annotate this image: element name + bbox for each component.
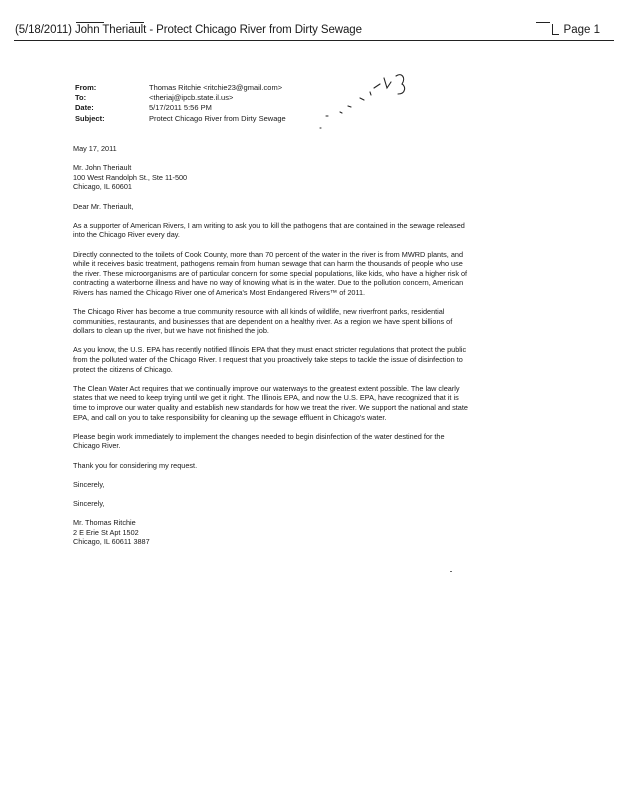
subject-row [75,114,286,124]
date-row [75,103,286,113]
recipient-name: Mr. John Theriault [73,163,132,173]
sender-street: 2 E Erie St Apt 1502 [73,527,139,537]
body-paragraph: Directly connected to the toilets of Cook County, more than 70 percent of the water in the river is from MWRD plants, and while it receives basic treatment, pathogens remain from human sewage that can harm the thousands of people who use the river. These microorganisms are of particular concern for some special populations, like kids, who have a higher risk of contracting a waterborne illness and have no way of knowing what is in the water. Due to the pollution concern, American Rivers has named the Chicago River one of America's Most Endangered Rivers™ of 2011. [73,249,468,297]
page-corner-mark [552,24,559,35]
sender-city: Chicago, IL 60611 3887 [73,537,150,547]
email-metadata [75,83,286,124]
to-label: To: [75,93,87,103]
body-paragraph: Thank you for considering my request. [73,460,198,470]
body-paragraph: Please begin work immediately to implement the changes needed to begin disinfection of the water destined for the Chicago River. [73,431,445,451]
date-value: 5/17/2011 5:56 PM [149,103,212,113]
subject-label: Subject: [75,113,105,123]
recipient-address [73,163,473,192]
document-header [8,22,608,40]
closing: Sincerely, [73,479,105,489]
to-row [75,93,286,103]
subject-value: Protect Chicago River from Dirty Sewage [149,113,286,123]
sender-address [73,518,473,547]
from-row [75,83,286,93]
handwritten-annotation [312,72,422,142]
letter-date: May 17, 2011 [73,144,117,153]
header-dash [130,22,144,23]
date-label: Date: [75,103,94,113]
header-dash [536,22,550,23]
recipient-street: 100 West Randolph St., Ste 11-500 [73,172,188,182]
scan-speck [450,571,452,572]
body-paragraph: The Clean Water Act requires that we continually improve our waterways to the greatest extent possible. The law clearly states that we need to keep trying until we get it right. The Illinois EPA, and now the U.S. EPA, have recognized that it is time to improve our water quality and establish new standards for how we treat the river. We support the national and state EPA, and call on you to take responsibility for cleaning up the sewage effluent in Chicago's water. [73,383,468,422]
header-dash [76,22,104,23]
from-value: Thomas Ritchie <ritchie23@gmail.com> [149,83,283,92]
body-paragraph: As a supporter of American Rivers, I am writing to ask you to kill the pathogens that are contained in the sewage released into the Chicago River every day. [73,220,465,240]
letter-body [73,144,473,547]
closing: Sincerely, [73,498,105,508]
sender-name: Mr. Thomas Ritchie [73,518,136,528]
header-rule [14,40,614,41]
recipient-city: Chicago, IL 60601 [73,182,132,192]
page-number: Page 1 [563,24,600,36]
salutation: Dear Mr. Theriault, [73,201,134,211]
from-label: From: [75,83,97,92]
body-paragraph: As you know, the U.S. EPA has recently notified Illinois EPA that they must enact stricter regulations that protect the public from the polluted water of the Chicago River. I request that you proactively take steps to tackle the issue of disinfection to protect the citizens of Chicago. [73,345,467,374]
to-value: <theriaj@ipcb.state.il.us> [149,93,234,103]
body-paragraph: The Chicago River has become a true community resource with all kinds of wildlife, new riverfront parks, residential communities, restaurants, and businesses that are dependent on a healthy river. As a region we have spent billions of dollars to clean up the river, but we have not finished the job. [73,307,453,336]
header-title: (5/18/2011) John Theriault - Protect Chicago River from Dirty Sewage [15,24,362,36]
